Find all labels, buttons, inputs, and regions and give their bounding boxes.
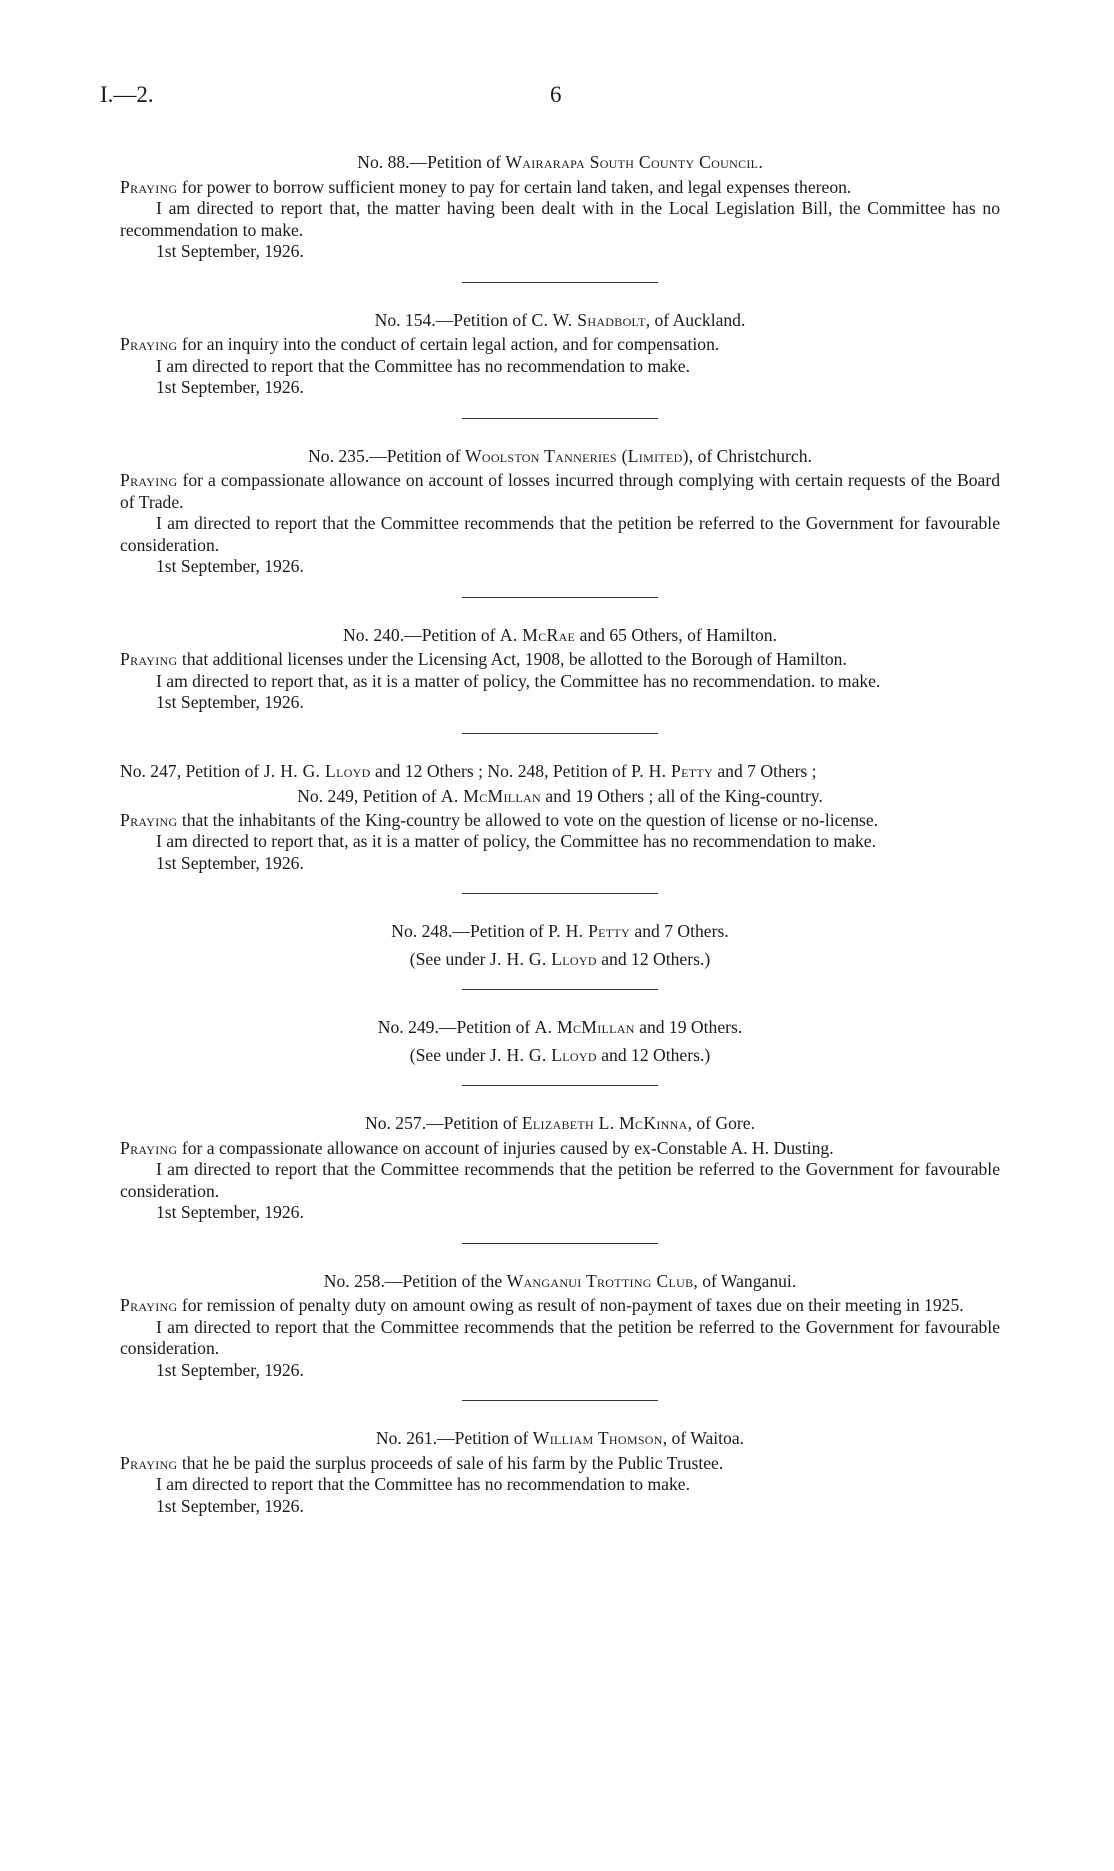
petition-heading: No. 235.—Petition of Woolston Tanneries (Limited), of Christchurch. [308, 445, 812, 466]
prayer-text: Praying that the inhabitants of the King-country be allowed to vote on the question of license or no-license. [120, 809, 879, 830]
report-date: 1st September, 1926. [156, 1359, 304, 1380]
petition-heading: No. 261.—Petition of William Thomson, of Waitoa. [375, 1428, 745, 1448]
petition-heading: No. 257.—Petition of Elizabeth L. McKinna, of Gore. [365, 1113, 755, 1133]
petition-heading: No. 240.—Petition of A. McRae and 65 Others, of Hamilton. [343, 624, 777, 645]
prayer-text: Praying that he be paid the surplus proceeds of sale of his farm by the Public Trustee. [120, 1452, 724, 1473]
petition-heading: No. 258.—Petition of the Wanganui Trotting Club, of Wanganui. [323, 1270, 797, 1291]
crossref-entry [120, 921, 1000, 970]
paper-reference: I.—2. [100, 82, 154, 107]
section-divider [462, 1400, 658, 1401]
prayer-text: Praying for a compassionate allowance on account of losses incurred through complying with certain requests of the Board of Trade. [120, 470, 1000, 512]
petitioner-name: Elizabeth L. McKinna [521, 1113, 688, 1133]
combined-heading-line-1: No. 247, Petition of J. H. G. Lloyd and 12 Others ; No. 248, Petition of P. H. Petty and 7 Others ; [120, 760, 817, 781]
prayer-text: Praying for power to borrow sufficient money to pay for certain land taken, and legal expenses thereon. [120, 176, 852, 197]
petitioner-name: P. H. Petty [631, 760, 713, 781]
committee-report: I am directed to report that, the matter having been dealt with in the Local Legislation Bill, the Committee has no recommendation to make. [120, 198, 1000, 240]
report-date: 1st September, 1926. [156, 1202, 304, 1222]
crossref-heading: No. 248.—Petition of P. H. Petty and 7 Others. [391, 921, 729, 941]
committee-report: I am directed to report that, as it is a matter of policy, the Committee has no recommendation. to make. [156, 670, 881, 691]
section-divider [462, 893, 658, 894]
committee-report: I am directed to report that the Committee recommends that the petition be referred to the Government for favourable consideration. [120, 1316, 1000, 1358]
petitioner-name: William Thomson [532, 1428, 663, 1448]
committee-report: I am directed to report that the Committee recommends that the petition be referred to the Government for favourable consideration. [120, 513, 1000, 555]
section-divider [462, 597, 658, 598]
section-divider [462, 418, 658, 419]
report-date: 1st September, 1926. [156, 1495, 304, 1516]
petitioner-name: Woolston Tanneries (Limited) [464, 445, 689, 466]
report-body [120, 152, 1000, 1517]
petition-heading: No. 154.—Petition of C. W. Shadbolt, of Auckland. [374, 309, 746, 330]
petitioner-name: A. McRae [499, 624, 576, 645]
combined-petition-entry [120, 761, 1000, 875]
committee-report: I am directed to report that the Committee has no recommendation to make. [156, 355, 690, 376]
page-header [100, 82, 1020, 122]
section-divider [462, 1085, 658, 1086]
petition-entry [120, 152, 1000, 263]
petitioner-name: A. McMillan [440, 786, 541, 806]
report-date: 1st September, 1926. [156, 556, 304, 576]
petitioner-name: Wairarapa South County Council [505, 152, 759, 172]
report-date: 1st September, 1926. [156, 852, 304, 873]
petition-entry [120, 625, 1000, 714]
prayer-text: Praying for a compassionate allowance on account of injuries caused by ex-Constable A. H. Dusting. [120, 1137, 834, 1158]
page-number: 6 [550, 82, 562, 107]
crossref-entry [120, 1017, 1000, 1066]
section-divider [462, 989, 658, 990]
petition-entry [120, 446, 1000, 578]
petition-entry [120, 1428, 1000, 1517]
committee-report: I am directed to report that the Committee recommends that the petition be referred to the Government for favourable consideration. [120, 1159, 1000, 1201]
petitioner-name: C. W. Shadbolt [531, 309, 646, 330]
petition-entry [120, 1271, 1000, 1382]
petition-entry [120, 310, 1000, 399]
petitioner-name: Wanganui Trotting Club [506, 1270, 694, 1291]
combined-heading-line-2: No. 249, Petition of A. McMillan and 19 Others ; all of the King-country. [297, 786, 823, 806]
see-reference: (See under J. H. G. Lloyd and 12 Others.) [409, 948, 711, 969]
prayer-text: Praying for an inquiry into the conduct of certain legal action, and for compensation. [120, 334, 720, 354]
petition-entry [120, 1113, 1000, 1224]
report-date: 1st September, 1926. [156, 241, 304, 261]
report-date: 1st September, 1926. [156, 692, 304, 712]
section-divider [462, 282, 658, 283]
section-divider [462, 733, 658, 734]
prayer-text: Praying for remission of penalty duty on amount owing as result of non-payment of taxes due on their meeting in 1925. [120, 1295, 964, 1315]
petitioner-name: P. H. Petty [548, 921, 631, 941]
petition-heading: No. 88.—Petition of Wairarapa South County Council. [357, 152, 763, 172]
petitioner-name: J. H. G. Lloyd [263, 760, 371, 781]
prayer-text: Praying that additional licenses under the Licensing Act, 1908, be allotted to the Borough of Hamilton. [120, 649, 847, 669]
see-reference: (See under J. H. G. Lloyd and 12 Others.) [409, 1044, 711, 1065]
committee-report: I am directed to report that the Committee has no recommendation to make. [156, 1474, 690, 1494]
section-divider [462, 1243, 658, 1244]
committee-report: I am directed to report that, as it is a matter of policy, the Committee has no recommendation to make. [156, 831, 876, 851]
petitioner-name: A. McMillan [534, 1017, 635, 1037]
crossref-heading: No. 249.—Petition of A. McMillan and 19 Others. [377, 1017, 743, 1037]
report-date: 1st September, 1926. [156, 377, 304, 397]
